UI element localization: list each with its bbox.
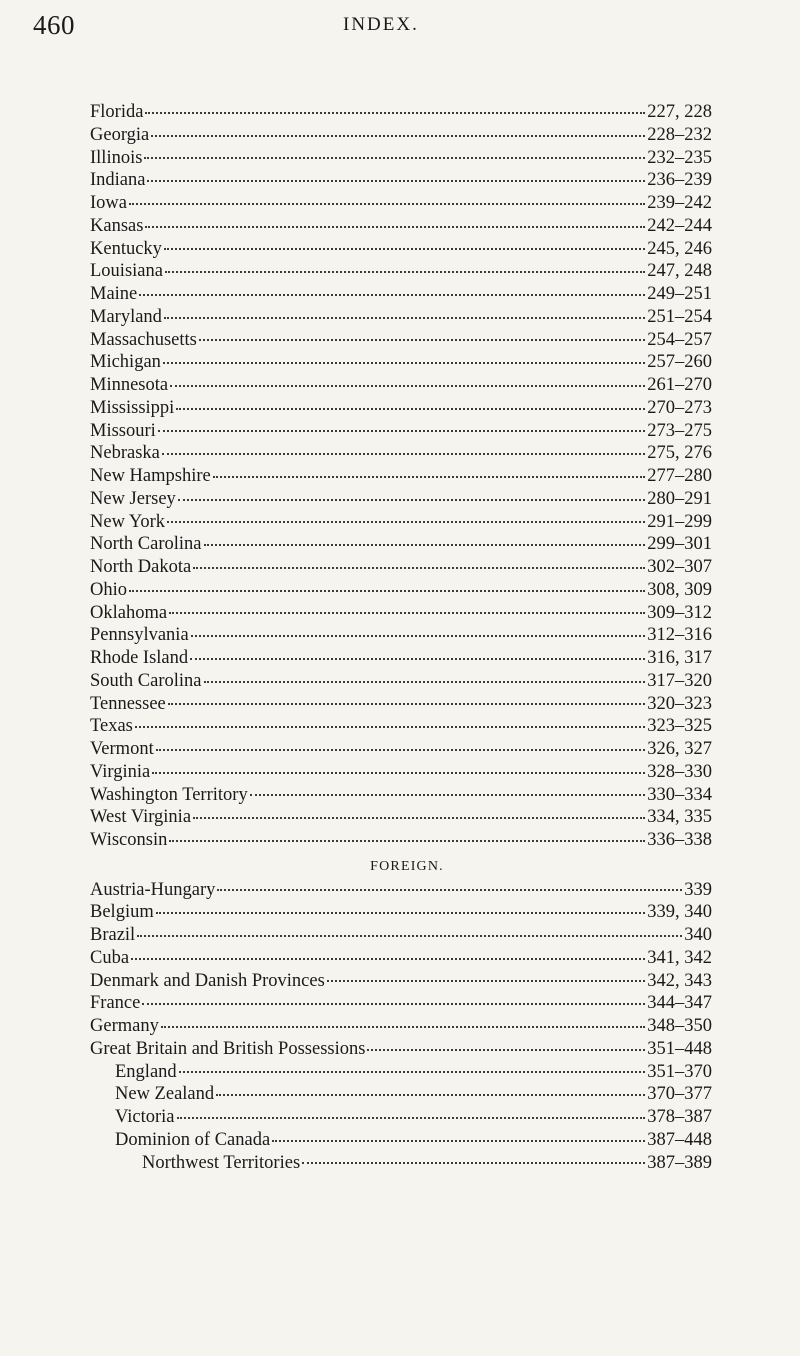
dot-leader bbox=[145, 112, 645, 114]
index-subentry bbox=[90, 1061, 712, 1084]
entry-pages: 370–377 bbox=[647, 1084, 712, 1105]
dot-leader bbox=[213, 476, 646, 478]
dot-leader bbox=[190, 658, 645, 660]
entry-name: Indiana bbox=[90, 170, 146, 191]
entry-pages: 351–370 bbox=[647, 1061, 712, 1082]
entry-name: Illinois bbox=[90, 147, 143, 168]
entry-pages: 273–275 bbox=[647, 420, 712, 441]
dot-leader bbox=[193, 817, 645, 819]
dot-leader bbox=[177, 1117, 646, 1119]
entry-name: Iowa bbox=[90, 193, 127, 213]
entry-name: Florida bbox=[90, 102, 144, 122]
entry-pages: 387–389 bbox=[647, 1152, 712, 1173]
entry-name: Austria-Hungary bbox=[90, 879, 216, 900]
index-entry bbox=[90, 260, 712, 283]
dot-leader bbox=[250, 794, 646, 796]
index-entry bbox=[90, 806, 712, 829]
dot-leader bbox=[168, 703, 645, 705]
index-subentry bbox=[90, 1083, 712, 1106]
index-entry bbox=[90, 147, 712, 170]
entry-pages: 334, 335 bbox=[647, 807, 712, 828]
dot-leader bbox=[167, 521, 645, 523]
index-entry bbox=[90, 784, 712, 807]
index-entry bbox=[90, 124, 712, 147]
entry-pages: 257–260 bbox=[647, 352, 712, 373]
index-subentry bbox=[90, 1106, 712, 1129]
entry-name: Great Britain and British Possessions bbox=[90, 1038, 366, 1059]
index-entry bbox=[90, 306, 712, 329]
index-entry bbox=[90, 924, 712, 947]
index-entry bbox=[90, 647, 712, 670]
dot-leader bbox=[139, 294, 645, 296]
entry-name: Northwest Territories bbox=[142, 1152, 301, 1173]
index-entry bbox=[90, 761, 712, 784]
dot-leader bbox=[302, 1162, 645, 1164]
entry-pages: 227, 228 bbox=[647, 102, 712, 122]
entry-name: Germany bbox=[90, 1016, 159, 1036]
index-entry bbox=[90, 879, 712, 902]
index-entry bbox=[90, 1015, 712, 1038]
entry-pages: 249–251 bbox=[647, 284, 712, 304]
dot-leader bbox=[176, 408, 645, 410]
page-number: 460 bbox=[33, 10, 75, 40]
entry-name: Washington Territory bbox=[90, 784, 248, 805]
dot-leader bbox=[178, 499, 645, 501]
entry-name: Rhode Island bbox=[90, 648, 189, 668]
entry-pages: 251–254 bbox=[647, 306, 712, 327]
entry-pages: 341, 342 bbox=[647, 947, 712, 968]
index-entry bbox=[90, 1038, 712, 1061]
dot-leader bbox=[179, 1071, 646, 1073]
dot-leader bbox=[156, 912, 646, 914]
dot-leader bbox=[158, 430, 645, 432]
entry-pages: 302–307 bbox=[647, 557, 712, 577]
index-entry bbox=[90, 420, 712, 443]
dot-leader bbox=[147, 180, 645, 182]
entry-pages: 277–280 bbox=[647, 466, 712, 486]
dot-leader bbox=[165, 271, 645, 273]
index-entry bbox=[90, 947, 712, 970]
entry-name: Mississippi bbox=[90, 397, 175, 418]
entry-name: Nebraska bbox=[90, 443, 160, 464]
entry-pages: 387–448 bbox=[647, 1129, 712, 1150]
entry-pages: 336–338 bbox=[647, 830, 712, 850]
dot-leader bbox=[142, 1003, 645, 1005]
entry-pages: 340 bbox=[684, 925, 712, 945]
entry-pages: 348–350 bbox=[647, 1016, 712, 1036]
dot-leader bbox=[131, 958, 645, 960]
entry-name: Texas bbox=[90, 716, 133, 737]
entry-pages: 291–299 bbox=[647, 511, 712, 532]
dot-leader bbox=[169, 840, 645, 842]
dot-leader bbox=[199, 339, 645, 341]
entry-name: Louisiana bbox=[90, 261, 163, 282]
entry-name: North Dakota bbox=[90, 557, 192, 577]
dot-leader bbox=[151, 135, 645, 137]
index-entry bbox=[90, 579, 712, 602]
entry-pages: 328–330 bbox=[647, 761, 712, 782]
index-entry bbox=[90, 397, 712, 420]
entry-pages: 245, 246 bbox=[647, 238, 712, 259]
entry-name: Cuba bbox=[90, 947, 130, 968]
dot-leader bbox=[156, 749, 646, 751]
entry-name: Virginia bbox=[90, 761, 151, 782]
dot-leader bbox=[272, 1140, 645, 1142]
index-list bbox=[90, 101, 712, 1174]
entry-pages: 247, 248 bbox=[647, 261, 712, 282]
index-entry bbox=[90, 215, 712, 238]
entry-name: Kentucky bbox=[90, 238, 162, 259]
entry-name: Maryland bbox=[90, 306, 162, 327]
index-entry bbox=[90, 624, 712, 647]
index-entry bbox=[90, 101, 712, 124]
dot-leader bbox=[164, 317, 645, 319]
index-entry bbox=[90, 556, 712, 579]
entry-name: Tennessee bbox=[90, 693, 166, 714]
index-entry bbox=[90, 351, 712, 374]
entry-pages: 270–273 bbox=[647, 397, 712, 418]
entry-name: New Jersey bbox=[90, 488, 176, 509]
entry-pages: 330–334 bbox=[647, 784, 712, 805]
entry-name: South Carolina bbox=[90, 670, 202, 691]
entry-name: Dominion of Canada bbox=[115, 1129, 271, 1150]
entry-pages: 342, 343 bbox=[647, 970, 712, 991]
entry-pages: 239–242 bbox=[647, 193, 712, 213]
index-entry bbox=[90, 992, 712, 1015]
entry-name: New York bbox=[90, 511, 166, 532]
entry-pages: 228–232 bbox=[647, 124, 712, 145]
entry-pages: 232–235 bbox=[647, 147, 712, 168]
index-entry bbox=[90, 738, 712, 761]
entry-name: Denmark and Danish Provinces bbox=[90, 970, 325, 991]
dot-leader bbox=[217, 889, 682, 891]
dot-leader bbox=[327, 980, 645, 982]
index-entry bbox=[90, 283, 712, 306]
index-entry bbox=[90, 192, 712, 215]
index-entry bbox=[90, 442, 712, 465]
entry-name: Wisconsin bbox=[90, 830, 168, 850]
index-entry bbox=[90, 829, 712, 852]
index-entry bbox=[90, 488, 712, 511]
entry-pages: 309–312 bbox=[647, 602, 712, 623]
dot-leader bbox=[129, 203, 645, 205]
index-entry bbox=[90, 238, 712, 261]
dot-leader bbox=[163, 362, 645, 364]
dot-leader bbox=[204, 681, 646, 683]
entry-name: Oklahoma bbox=[90, 602, 168, 623]
entry-pages: 339, 340 bbox=[647, 902, 712, 923]
index-entry bbox=[90, 602, 712, 625]
dot-leader bbox=[152, 772, 645, 774]
entry-pages: 312–316 bbox=[647, 625, 712, 646]
index-subentry bbox=[90, 1152, 712, 1175]
entry-pages: 339 bbox=[684, 879, 712, 900]
entry-name: Belgium bbox=[90, 902, 154, 923]
entry-name: Kansas bbox=[90, 215, 144, 236]
entry-pages: 351–448 bbox=[647, 1038, 712, 1059]
dot-leader bbox=[135, 726, 645, 728]
dot-leader bbox=[144, 157, 645, 159]
entry-name: West Virginia bbox=[90, 807, 192, 828]
entry-name: Vermont bbox=[90, 739, 154, 759]
entry-pages: 280–291 bbox=[647, 488, 712, 509]
entry-name: England bbox=[115, 1061, 177, 1082]
index-entry bbox=[90, 670, 712, 693]
entry-name: Michigan bbox=[90, 352, 161, 373]
dot-leader bbox=[164, 248, 645, 250]
entry-name: Pennsylvania bbox=[90, 625, 189, 646]
entry-pages: 261–270 bbox=[647, 375, 712, 395]
entry-name: France bbox=[90, 993, 141, 1014]
entry-name: Maine bbox=[90, 284, 138, 304]
entry-name: North Carolina bbox=[90, 534, 202, 555]
dot-leader bbox=[145, 226, 645, 228]
entry-name: Missouri bbox=[90, 420, 156, 441]
dot-leader bbox=[191, 635, 646, 637]
dot-leader bbox=[129, 590, 645, 592]
index-entry bbox=[90, 169, 712, 192]
dot-leader bbox=[170, 385, 645, 387]
entry-pages: 344–347 bbox=[647, 993, 712, 1014]
index-entry bbox=[90, 715, 712, 738]
entry-pages: 323–325 bbox=[647, 716, 712, 737]
dot-leader bbox=[204, 544, 646, 546]
index-entry bbox=[90, 533, 712, 556]
dot-leader bbox=[161, 1026, 645, 1028]
entry-pages: 317–320 bbox=[647, 670, 712, 691]
entry-pages: 299–301 bbox=[647, 534, 712, 555]
index-entry bbox=[90, 329, 712, 352]
entry-name: Minnesota bbox=[90, 375, 169, 395]
entry-pages: 308, 309 bbox=[647, 579, 712, 600]
dot-leader bbox=[169, 612, 645, 614]
entry-pages: 326, 327 bbox=[647, 739, 712, 759]
section-heading-foreign: FOREIGN. bbox=[370, 858, 444, 874]
entry-pages: 236–239 bbox=[647, 170, 712, 191]
dot-leader bbox=[216, 1094, 645, 1096]
dot-leader bbox=[162, 453, 645, 455]
index-entry bbox=[90, 374, 712, 397]
entry-name: New Hampshire bbox=[90, 466, 211, 486]
entry-name: Ohio bbox=[90, 579, 127, 600]
dot-leader bbox=[367, 1049, 645, 1051]
entry-name: Georgia bbox=[90, 124, 150, 145]
entry-name: Massachusetts bbox=[90, 329, 197, 350]
entry-pages: 275, 276 bbox=[647, 443, 712, 464]
entry-pages: 320–323 bbox=[647, 693, 712, 714]
entry-name: New Zealand bbox=[115, 1084, 215, 1105]
entry-pages: 378–387 bbox=[647, 1107, 712, 1127]
dot-leader bbox=[137, 935, 682, 937]
entry-pages: 254–257 bbox=[647, 329, 712, 350]
entry-pages: 242–244 bbox=[647, 215, 712, 236]
running-head: INDEX. bbox=[343, 14, 419, 35]
entry-name: Victoria bbox=[115, 1107, 175, 1127]
index-subentry bbox=[90, 1129, 712, 1152]
dot-leader bbox=[193, 567, 645, 569]
index-entry bbox=[90, 511, 712, 534]
index-entry bbox=[90, 693, 712, 716]
entry-pages: 316, 317 bbox=[647, 648, 712, 668]
index-entry bbox=[90, 970, 712, 993]
index-entry bbox=[90, 901, 712, 924]
entry-name: Brazil bbox=[90, 925, 136, 945]
index-entry bbox=[90, 465, 712, 488]
